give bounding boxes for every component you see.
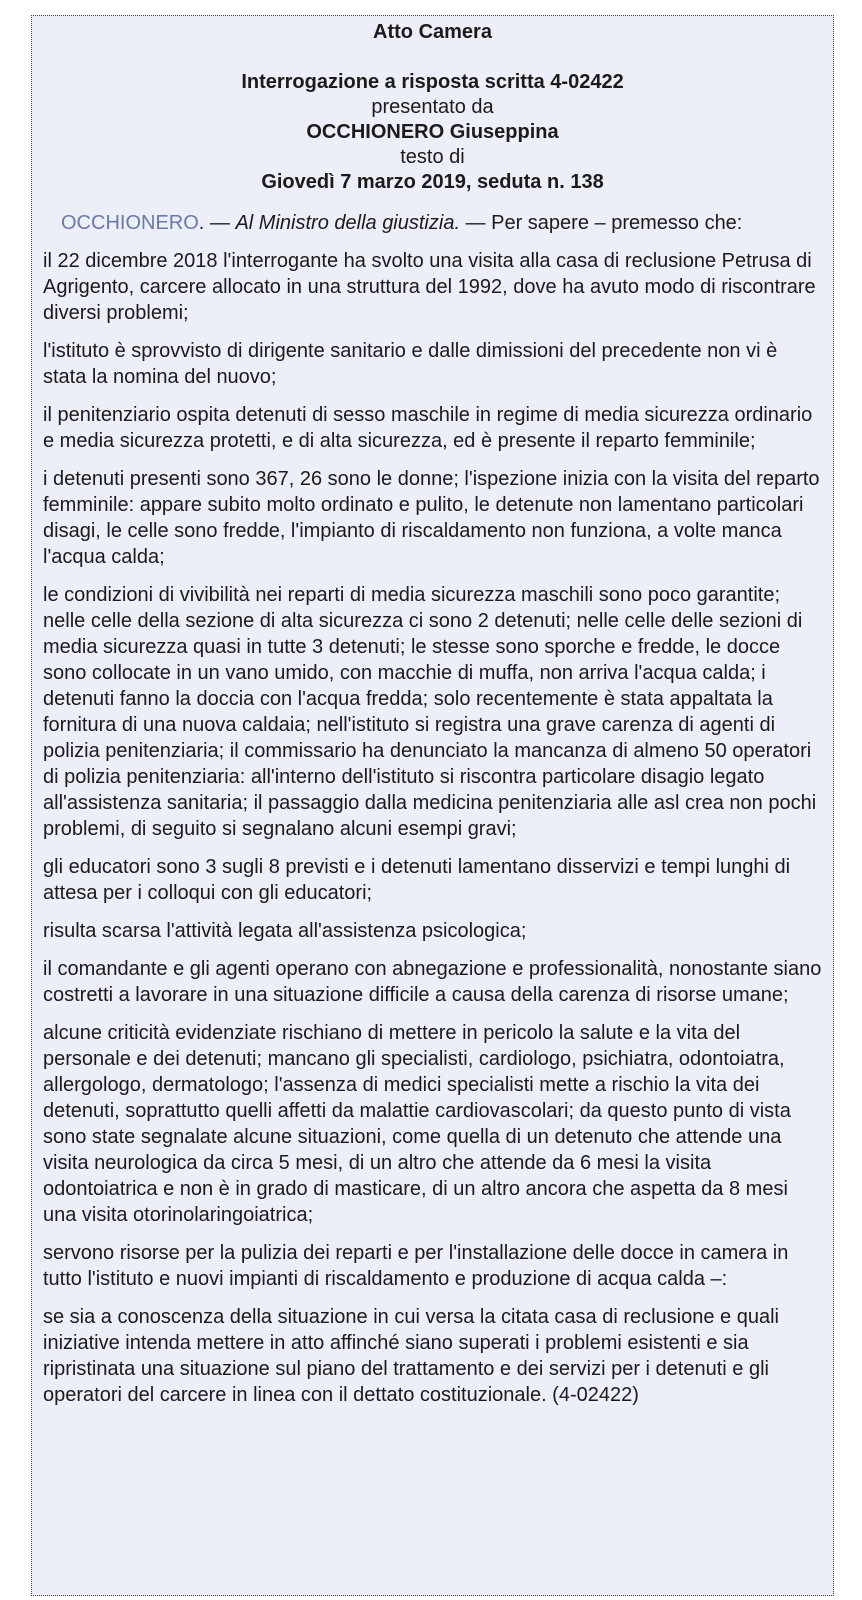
after-addressee-separator: — (460, 212, 492, 234)
sitting-date: Giovedì 7 marzo 2019, seduta n. 138 (261, 171, 604, 193)
header-spacer (43, 45, 822, 70)
lead-in-text: Per sapere – premesso che: (491, 212, 743, 234)
act-header (43, 20, 822, 195)
act-document-panel (31, 15, 834, 1596)
addressee-text: Al Ministro della giustizia. (235, 212, 460, 234)
document-paragraph: risulta scarsa l'attività legata all'assistenza psicologica; (43, 920, 527, 942)
document-paragraph: gli educatori sono 3 sugli 8 previsti e i detenuti lamentano disservizi e tempi lunghi di attesa per i colloqui con gli educatori; (43, 856, 791, 904)
document-paragraph: il penitenziario ospita detenuti di sesso maschile in regime di media sicurezza ordinario e media sicurezza protetti, e di alta sicurezza, ed è presente il reparto femminile; (43, 404, 813, 452)
text-of-label: testo di (400, 146, 465, 168)
presenter-name: OCCHIONERO Giuseppina (306, 121, 559, 143)
document-paragraph: i detenuti presenti sono 367, 26 sono le donne; l'ispezione inizia con la visita del reparto femminile: appare subito molto ordinato e pulito, le detenute non lamentano particolari disagi, le celle sono fredde, l'impianto di riscaldamento non funziona, a volte manca l'acqua calda; (43, 468, 820, 568)
document-paragraph: il comandante e gli agenti operano con abnegazione e professionalità, nonostante siano costretti a lavorare in una situazione difficile a causa della carenza di risorse umane; (43, 958, 822, 1006)
opening-paragraph (43, 210, 822, 236)
document-paragraph: alcune criticità evidenziate rischiano di mettere in pericolo la salute e la vita del personale e dei detenuti; mancano gli specialisti, cardiologo, psichiatra, odontoiatra, allergologo, dermatologo; l'assenza di medici specialisti mette a rischio la vita dei detenuti, soprattutto quelli affetti da malattie cardiovascolari; da questo punto di vista sono state segnalate alcune situazioni, come quella di un detenuto che attende una visita neurologica da circa 5 mesi, di un altro che attende da 6 mesi la visita odontoiatrica e non è in grado di masticare, di un altro ancora che aspetta da 8 mesi una visita otorinolaringoiatrica; (43, 1022, 791, 1226)
document-paragraph: il 22 dicembre 2018 l'interrogante ha svolto una visita alla casa di reclusione Petrusa di Agrigento, carcere allocato in una struttura del 1992, dove ha avuto modo di riscontrare diversi problemi; (43, 250, 816, 324)
document-paragraph: le condizioni di vivibilità nei reparti di media sicurezza maschili sono poco garantite; nelle celle della sezione di alta sicurezza ci sono 2 detenuti; nelle celle delle sezioni di media sicurezza quasi in tutte 3 detenuti; le stesse sono sporche e fredde, le docce sono collocate in un vano umido, con macchie di muffa, non arriva l'acqua calda; i detenuti fanno la doccia con l'acqua fredda; solo recentemente è stata appaltata la fornitura di una nuova caldaia; nell'istituto si registra una grave carenza di agenti di polizia penitenziaria; il commissario ha denunciato la mancanza di almeno 50 operatori di polizia penitenziaria: all'interno dell'istituto si riscontra particolare disagio legato all'assistenza sanitaria; il passaggio dalla medicina penitenziaria alle asl crea non pochi problemi, di seguito si segnalano alcuni esempi gravi; (43, 584, 817, 840)
document-paragraph: l'istituto è sprovvisto di dirigente sanitario e dalle dimissioni del precedente non vi è stata la nomina del nuovo; (43, 340, 778, 388)
document-paragraph: se sia a conoscenza della situazione in cui versa la citata casa di reclusione e quali iniziative intenda mettere in atto affinché siano superati i problemi esistenti e sia ripristinata una situazione sul piano del trattamento e dei servizi per i detenuti e gli operatori del carcere in linea con il dettato costituzionale. (4-02422) (43, 1306, 779, 1406)
speaker-name-link[interactable]: OCCHIONERO (61, 212, 199, 234)
presented-by-label: presentato da (371, 96, 494, 118)
document-paragraph: servono risorse per la pulizia dei reparti e per l'installazione delle docce in camera in tutto l'istituto e nuovi impianti di riscaldamento e produzione di acqua calda –: (43, 1242, 789, 1290)
paragraph-list (43, 248, 822, 1408)
institution-title: Atto Camera (373, 21, 492, 43)
after-speaker-separator: . — (198, 212, 236, 234)
act-title: Interrogazione a risposta scritta 4-02422 (241, 71, 624, 93)
